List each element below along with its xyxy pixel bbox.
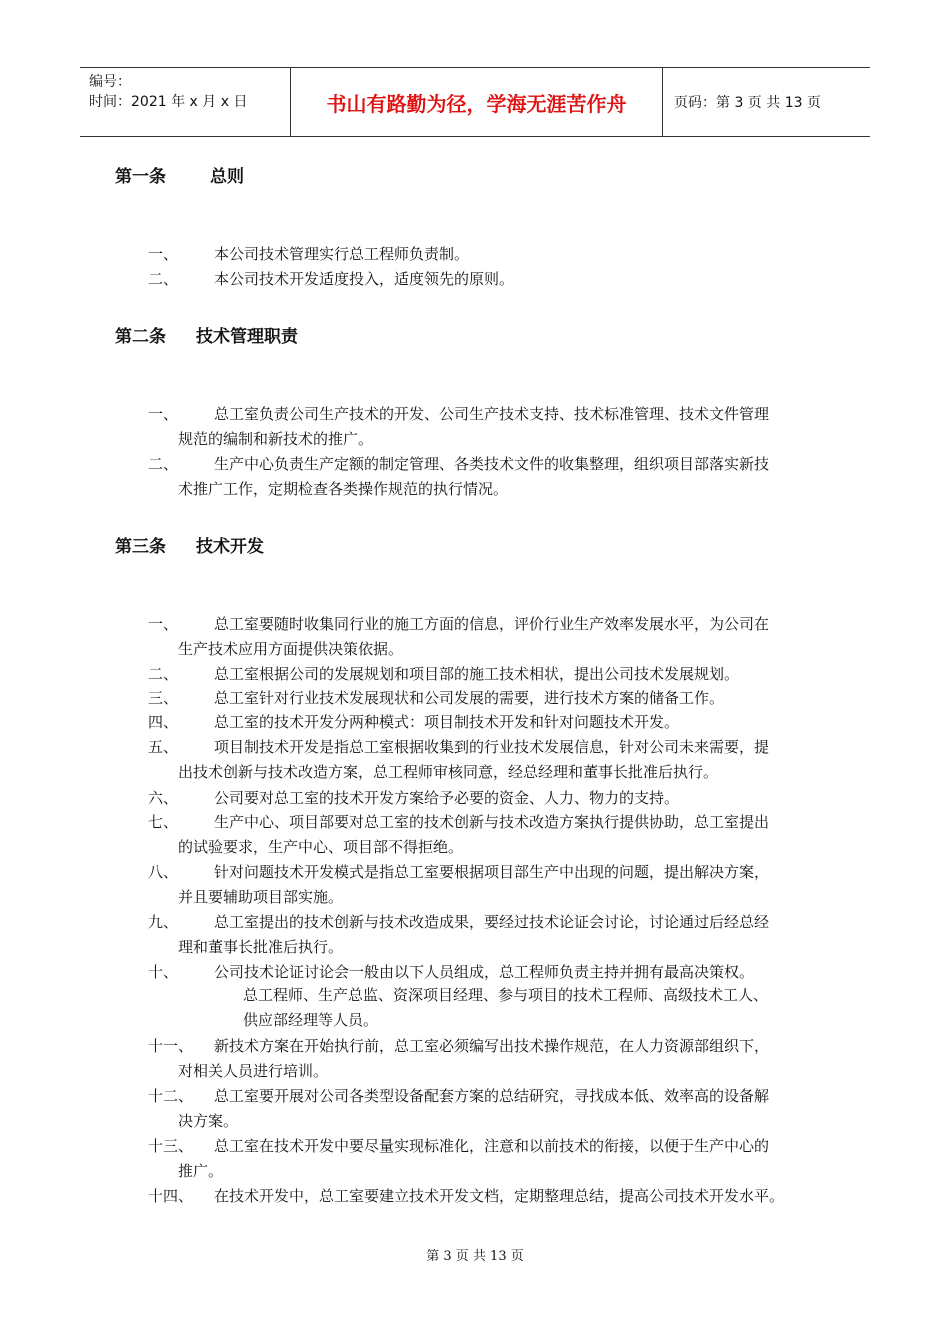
item-text-continued: 术推广工作，定期检查各类操作规范的执行情况。 [178,480,509,498]
header-page-info: 页码：第 3 页 共 13 页 [674,95,821,111]
document-header [80,67,870,137]
list-item [148,402,838,452]
item-number: 八、 [148,863,179,881]
item-number: 一、 [148,245,179,263]
item-text: 本公司技术开发适度投入，适度领先的原则。 [214,270,515,288]
item-text-continued: 的试验要求，生产中心、项目部不得拒绝。 [178,838,464,856]
list-item [148,710,838,735]
list-item [148,686,838,711]
list-item [148,267,838,292]
list-item [148,1134,838,1184]
article-title: 技术开发 [196,537,264,557]
item-number: 十三、 [148,1137,194,1155]
page-footer: 第 3 页 共 13 页 [426,1249,524,1264]
item-text: 项目制技术开发是指总工室根据收集到的行业技术发展信息，针对公司未来需要，提 [214,738,770,756]
item-text: 公司要对总工室的技术开发方案给予必要的资金、人力、物力的支持。 [214,789,680,807]
item-text: 公司技术论证讨论会一般由以下人员组成，总工程师负责主持并拥有最高决策权。 [214,963,755,981]
list-item [148,810,838,860]
item-number: 十四、 [148,1187,194,1205]
article-number: 第二条 [115,327,166,347]
item-text: 总工室在技术开发中要尽量实现标准化，注意和以前技术的衔接，以便于生产中心的 [214,1137,770,1155]
article-title: 总则 [210,167,244,187]
committee-members-line: 总工程师、生产总监、资深项目经理、参与项目的技术工程师、高级技术工人、 [243,986,769,1004]
list-item [148,452,838,502]
item-number: 七、 [148,813,179,831]
item-number: 三、 [148,689,179,707]
list-item [148,662,838,687]
list-item [148,1084,838,1134]
list-item [148,910,838,960]
item-text: 新技术方案在开始执行前，总工室必须编写出技术操作规范，在人力资源部组织下， [214,1037,770,1055]
item-text: 总工室负责公司生产技术的开发、公司生产技术支持、技术标准管理、技术文件管理 [214,405,770,423]
article-number: 第一条 [115,167,166,187]
article-number: 第三条 [115,537,166,557]
item-text: 总工室根据公司的发展规划和项目部的施工技术相状，提出公司技术发展规划。 [214,665,740,683]
item-number: 四、 [148,713,179,731]
list-item [148,1184,838,1209]
item-number: 一、 [148,405,179,423]
item-text-continued: 推广。 [178,1162,224,1180]
header-meta [80,68,291,136]
item-text: 总工室要开展对公司各类型设备配套方案的总结研究，寻找成本低、效率高的设备解 [214,1087,770,1105]
article-heading-2 [115,322,298,347]
item-number: 二、 [148,270,179,288]
item-text-continued: 理和董事长批准后执行。 [178,938,344,956]
committee-members [243,983,843,1033]
header-slogan: 书山有路勤为径，学海无涯苦作舟 [291,68,663,136]
item-text: 针对问题技术开发模式是指总工室要根据项目部生产中出现的问题，提出解决方案， [214,863,770,881]
item-number: 六、 [148,789,179,807]
item-text-continued: 出技术创新与技术改造方案，总工程师审核同意，经总经理和董事长批准后执行。 [178,763,719,781]
item-text: 本公司技术管理实行总工程师负责制。 [214,245,470,263]
item-number: 一、 [148,615,179,633]
item-text: 总工室提出的技术创新与技术改造成果，要经过技术论证会讨论，讨论通过后经总经 [214,913,770,931]
number-label: 编号： [89,74,131,90]
item-text-continued: 生产技术应用方面提供决策依据。 [178,640,404,658]
list-item [148,242,838,267]
list-item [148,612,838,662]
item-text-continued: 对相关人员进行培训。 [178,1062,329,1080]
item-text: 生产中心负责生产定额的制定管理、各类技术文件的收集整理，组织项目部落实新技 [214,455,770,473]
article-heading-1 [115,162,244,187]
item-text: 生产中心、项目部要对总工室的技术创新与技术改造方案执行提供协助，总工室提出 [214,813,770,831]
item-number: 二、 [148,665,179,683]
article-heading-3 [115,532,264,557]
item-number: 十一、 [148,1037,194,1055]
item-text-continued: 并且要辅助项目部实施。 [178,888,344,906]
item-text-continued: 决方案。 [178,1112,239,1130]
item-number: 二、 [148,455,179,473]
article-title: 技术管理职责 [196,327,298,347]
item-text: 总工室针对行业技术发展现状和公司发展的需要，进行技术方案的储备工作。 [214,689,725,707]
item-text: 在技术开发中，总工室要建立技术开发文档，定期整理总结，提高公司技术开发水平。 [214,1187,785,1205]
item-text: 总工室要随时收集同行业的施工方面的信息，评价行业生产效率发展水平，为公司在 [214,615,770,633]
item-text-continued: 规范的编制和新技术的推广。 [178,430,374,448]
list-item [148,786,838,811]
time-label: 时间：2021 年 x 月 x 日 [89,94,248,110]
list-item [148,860,838,910]
list-item [148,1034,838,1084]
list-item [148,735,838,785]
item-number: 十二、 [148,1087,194,1105]
item-number: 十、 [148,963,179,981]
list-item [148,960,838,985]
item-text: 总工室的技术开发分两种模式：项目制技术开发和针对问题技术开发。 [214,713,680,731]
committee-members-line: 供应部经理等人员。 [243,1011,379,1029]
item-number: 九、 [148,913,179,931]
item-number: 五、 [148,738,179,756]
